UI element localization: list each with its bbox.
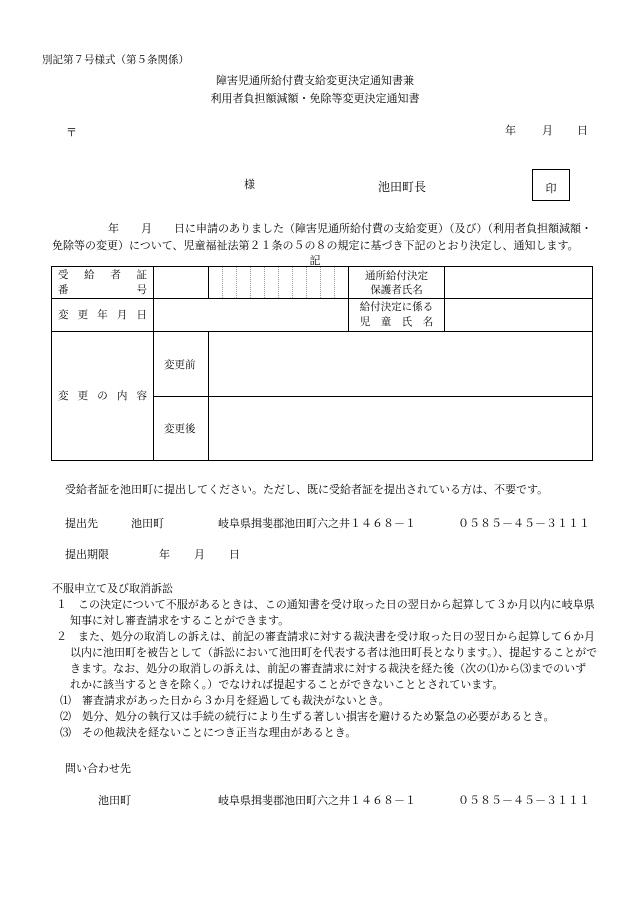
submit-office: 池田町 [131, 517, 164, 530]
guardian-name-cell[interactable] [445, 267, 593, 299]
change-date-cell[interactable] [154, 299, 349, 332]
cert-digit[interactable] [279, 267, 293, 299]
table-row [52, 299, 593, 332]
deadline [65, 546, 240, 562]
postal-mark: 〒 [66, 126, 77, 139]
appeal-conditions [52, 693, 600, 741]
child-name-cell[interactable] [445, 299, 593, 332]
decision-table [51, 266, 593, 461]
guardian-label: 通所給付決定 保護者氏名 [349, 267, 445, 299]
condition-1: ⑴ 審査請求があった日から３か月を経過しても裁決がないとき。 [60, 694, 390, 707]
body-line-1: 年 月 日に申請のありました（障害児通所給付費の支給変更）（及び）（利用者負担額減額・ [108, 222, 592, 235]
before-cell[interactable] [209, 332, 593, 397]
cert-digit[interactable] [321, 267, 335, 299]
cert-digit[interactable] [307, 267, 321, 299]
change-content-label: 変 更 の 内 容 [52, 332, 154, 461]
child-name-label: 給付決定に係る 児 童 氏 名 [349, 299, 445, 332]
cert-digit[interactable] [223, 267, 237, 299]
table-row [52, 332, 593, 397]
condition-2: ⑵ 処分、処分の執行又は手続の続行により生ずる著しい損害を避けるため緊急の必要があるとき。 [60, 710, 555, 723]
seal-box [532, 169, 570, 201]
cert-number-label: 受 給 者 証 番 号 [52, 267, 154, 299]
cert-digit[interactable] [293, 267, 307, 299]
appeal-paragraph-1: １ この決定について不服があるときは、この通知書を受け取った日の翌日から起算して３か月以内に岐阜県 知事に対し審査請求をすることができます。 [56, 598, 595, 627]
change-date-label: 変 更 年 月 日 [52, 299, 154, 332]
month-label: 月 [542, 124, 553, 137]
inquiry-label: 問い合わせ先 [65, 762, 131, 775]
day-label: 日 [577, 124, 588, 137]
cert-digit[interactable] [237, 267, 251, 299]
issuer-name: 池田町長 [378, 180, 427, 194]
cert-digit[interactable] [251, 267, 265, 299]
inquiry-phone: ０５８５－４５－３１１１ [458, 794, 590, 807]
issue-date [505, 122, 588, 138]
submit-phone: ０５８５－４５－３１１１ [458, 517, 590, 530]
after-cell[interactable] [209, 397, 593, 461]
year-label: 年 [505, 124, 516, 137]
inquiry-address: 岐阜県揖斐郡池田町六之井１４６８－１ [218, 794, 416, 807]
condition-3: ⑶ その他裁決を経ないことにつき正当な理由があるとき。 [60, 726, 357, 739]
body-line-2: 免除等の変更）について、児童福祉法第２１条の５の８の規定に基づき下記のとおり決定し、通知します。 [52, 239, 579, 252]
document-subtitle: 利用者負担額減額・免除等変更決定通知書 [210, 92, 420, 105]
ki-heading: 記 [309, 254, 321, 267]
cert-digit[interactable] [209, 267, 223, 299]
before-label: 変更前 [154, 332, 209, 397]
document-title: 障害児通所給付費支給変更決定通知書兼 [216, 74, 414, 87]
seal-label: 印 [545, 182, 557, 195]
body-text [52, 220, 592, 254]
cert-digit[interactable] [265, 267, 279, 299]
after-label: 変更後 [154, 397, 209, 461]
deadline-month: 月 [194, 548, 205, 561]
cert-digit[interactable] [335, 267, 349, 299]
cert-number-cell[interactable] [154, 267, 209, 299]
table-row [52, 267, 593, 299]
deadline-year: 年 [159, 548, 170, 561]
notice-text: 受給者証を池田町に提出してください。ただし、既に受給者証を提出されている方は、不要です。 [65, 483, 549, 496]
inquiry-office: 池田町 [98, 794, 131, 807]
appeal-heading: 不服申立て及び取消訴訟 [52, 582, 173, 595]
submit-label: 提出先 [65, 517, 98, 530]
form-note: 別記第７号様式（第５条関係） [42, 54, 189, 66]
appeal-paragraph-2: ２ また、処分の取消しの訴えは、前記の審査請求に対する裁決書を受け取った日の翌日から起算して６か月 以内に池田町を被告として（訴訟において池田町を代表する者は池田町長となります。）、提起することがで きます。なお、処分の取消しの訴えは、前記の審査請求に対する裁決を経た後（次の⑴から⑶までのいず れかに該当するときを除く。）でなければ提起することができないこととされています。 [56, 630, 598, 691]
submit-address: 岐阜県揖斐郡池田町六之井１４６８－１ [218, 517, 416, 530]
recipient-honorific: 様 [244, 178, 255, 191]
deadline-day: 日 [229, 548, 240, 561]
deadline-label: 提出期限 [65, 548, 109, 561]
